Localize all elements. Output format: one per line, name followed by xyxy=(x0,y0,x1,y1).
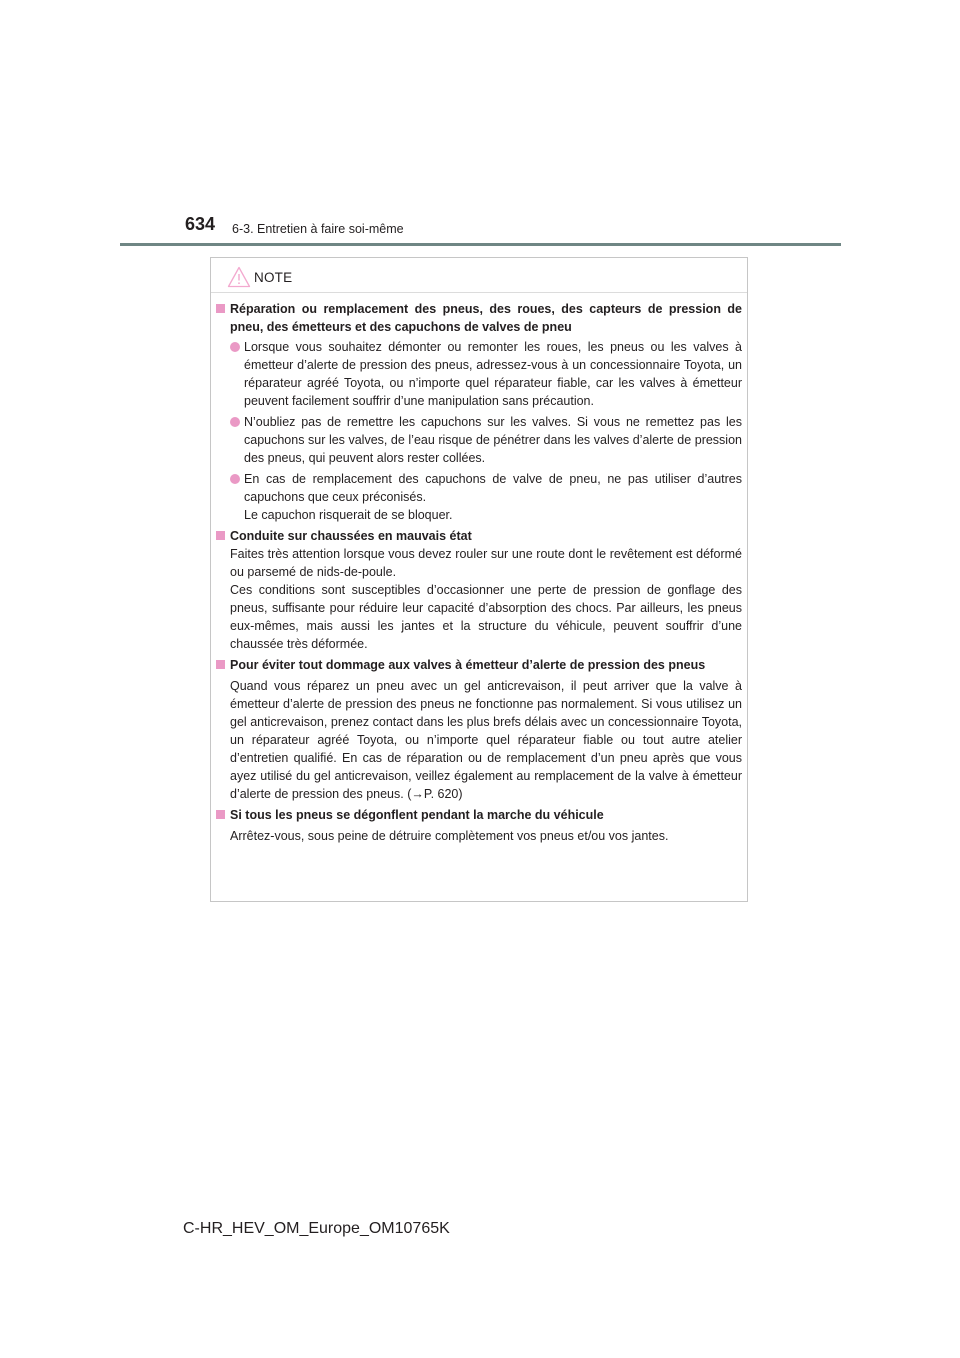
round-bullet-icon xyxy=(230,470,244,484)
bullet-line: Le capuchon risquerait de se bloquer. xyxy=(244,508,453,522)
square-bullet-icon xyxy=(216,527,230,540)
footer-document-code: C-HR_HEV_OM_Europe_OM10765K xyxy=(183,1220,450,1237)
square-bullet-icon xyxy=(216,806,230,819)
item-title: Conduite sur chaussées en mauvais état xyxy=(230,529,472,543)
note-item xyxy=(216,300,742,524)
item-heading xyxy=(216,656,742,674)
note-body xyxy=(216,300,742,848)
item-body xyxy=(230,677,742,803)
bullet-item xyxy=(230,470,742,524)
note-separator xyxy=(211,292,747,293)
paragraph: Faites très attention lorsque vous devez rouler sur une route dont le revêtement est déformé ou parsemé de nids-de-poule. xyxy=(230,547,742,579)
item-heading xyxy=(216,300,742,336)
item-title: Réparation ou remplacement des pneus, des roues, des capteurs de pression de pneu, des émetteurs et des capuchons de valves de pneu xyxy=(230,302,742,334)
round-bullet-icon xyxy=(230,413,244,427)
note-header xyxy=(227,266,292,288)
bullet-line: Lorsque vous souhaitez démonter ou remonter les roues, les pneus ou les valves à émetteur d’alerte de pression des pneus, adressez-vous à un concessionnaire Toyota, un réparateur agréé Toyota, ou n’importe quel réparateur fiable, car les valves à émetteur peuvent facilement souffrir d’une manipulation sans précaution. xyxy=(244,340,742,408)
bullet-line: En cas de remplacement des capuchons de valve de pneu, ne pas utiliser d’autres capuchons que ceux préconisés. xyxy=(244,472,742,504)
note-label: NOTE xyxy=(254,269,293,285)
square-bullet-icon xyxy=(216,656,230,669)
bullet-text xyxy=(244,413,742,467)
note-item xyxy=(216,527,742,653)
note-item xyxy=(216,656,742,803)
item-title: Si tous les pneus se dégonflent pendant la marche du véhicule xyxy=(230,808,604,822)
bullet-item xyxy=(230,413,742,467)
item-title: Pour éviter tout dommage aux valves à émetteur d’alerte de pression des pneus xyxy=(230,658,706,672)
section-title: 6-3. Entretien à faire soi-même xyxy=(232,222,404,236)
page-number: 634 xyxy=(185,214,216,234)
item-heading xyxy=(216,806,742,824)
bullet-text xyxy=(244,338,742,410)
round-bullet-icon xyxy=(230,338,244,352)
paragraph: Quand vous réparez un pneu avec un gel anticrevaison, il peut arriver que la valve à émetteur d’alerte de pression des pneus ne fonctionne pas normalement. Si vous utilisez un gel anticrevaison, prenez contact dans les plus brefs délais avec un concessionnaire Toyota, un réparateur agréé Toyota, ou n’importe quel réparateur fiable ou tout autre atelier d’entretien qualifié. En cas de réparation ou de remplacement d’un pneu après que vous ayez utilisé du gel anticrevaison, veillez également au remplacement de la valve à émetteur d’alerte de pression des pneus. (→P. 620) xyxy=(230,679,742,801)
item-body xyxy=(230,338,742,524)
item-body xyxy=(230,545,742,653)
note-item xyxy=(216,806,742,845)
bullet-line: N’oubliez pas de remettre les capuchons sur les valves. Si vous ne remettez pas les capuchons sur les valves, de l’eau risque de pénétrer dans les valves d’alerte de pression des pneus, qui peuvent alors rester collées. xyxy=(244,415,742,465)
note-box xyxy=(210,257,748,902)
square-bullet-icon xyxy=(216,300,230,313)
paragraph: Arrêtez-vous, sous peine de détruire complètement vos pneus et/ou vos jantes. xyxy=(230,829,669,843)
paragraph: Ces conditions sont susceptibles d’occasionner une perte de pression de gonflage des pneus, suffisante pour réduire leur capacité d’absorption des chocs. Par ailleurs, les pneus eux-mêmes, mais aussi les jantes et la structure du véhicule, peuvent souffrir d’une chaussée très déformée. xyxy=(230,583,742,651)
warning-triangle-icon xyxy=(227,266,251,288)
bullet-text xyxy=(244,470,742,524)
header-rule xyxy=(120,243,841,246)
item-body xyxy=(230,827,742,845)
bullet-item xyxy=(230,338,742,410)
item-heading xyxy=(216,527,742,545)
